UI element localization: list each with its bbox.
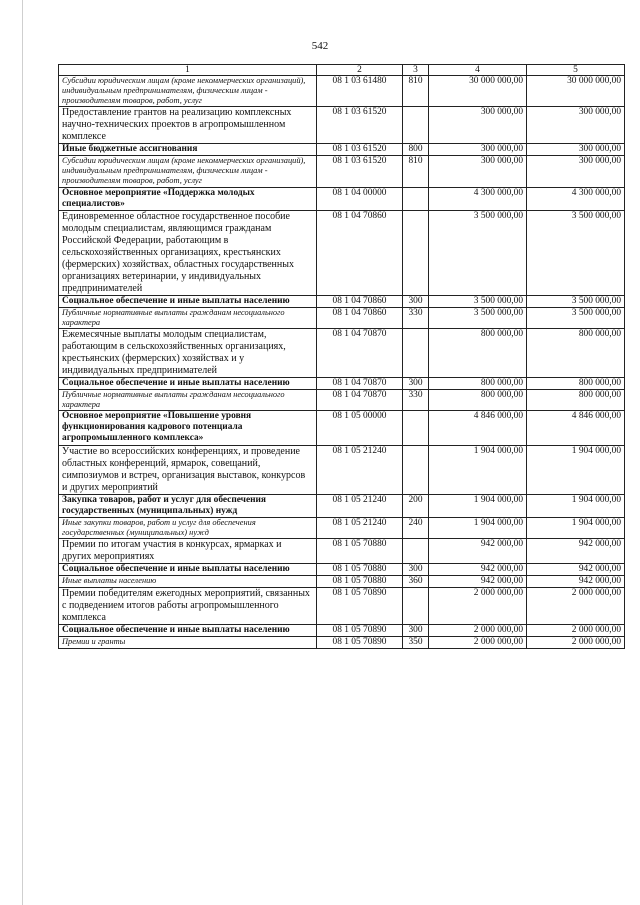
target-code-cell: 08 1 03 61520 bbox=[317, 156, 403, 187]
column-header: 3 bbox=[403, 65, 429, 76]
target-code-cell: 08 1 03 61520 bbox=[317, 107, 403, 144]
amount-year1-cell: 3 500 000,00 bbox=[429, 295, 527, 307]
table-row bbox=[59, 445, 625, 494]
row-name-cell: Основное мероприятие «Поддержка молодых специалистов» bbox=[59, 187, 317, 210]
amount-year2-cell: 1 904 000,00 bbox=[527, 517, 625, 538]
expense-type-cell: 810 bbox=[403, 76, 429, 107]
row-name-cell: Публичные нормативные выплаты гражданам несоциального характера bbox=[59, 390, 317, 411]
amount-year2-cell: 300 000,00 bbox=[527, 107, 625, 144]
amount-year1-cell: 942 000,00 bbox=[429, 538, 527, 563]
row-name-cell: Единовременное областное государственное пособие молодым специалистам, являющимся гражданам Российской Федерации, работающим в сельскохозяйственных организациях, крестьянских (фермерских) хозяйствах, областных государственных организациях ветеринарии, у индивидуальных предпринимателей bbox=[59, 210, 317, 295]
row-name-cell: Публичные нормативные выплаты гражданам несоциального характера bbox=[59, 307, 317, 328]
amount-year1-cell: 3 500 000,00 bbox=[429, 307, 527, 328]
amount-year1-cell: 4 300 000,00 bbox=[429, 187, 527, 210]
expense-type-cell: 360 bbox=[403, 575, 429, 587]
amount-year2-cell: 942 000,00 bbox=[527, 575, 625, 587]
amount-year2-cell: 2 000 000,00 bbox=[527, 588, 625, 625]
target-code-cell: 08 1 04 70870 bbox=[317, 378, 403, 390]
row-name-cell: Закупка товаров, работ и услуг для обеспечения государственных (муниципальных) нужд bbox=[59, 494, 317, 517]
amount-year1-cell: 942 000,00 bbox=[429, 575, 527, 587]
amount-year1-cell: 2 000 000,00 bbox=[429, 625, 527, 637]
amount-year1-cell: 800 000,00 bbox=[429, 378, 527, 390]
table-row bbox=[59, 517, 625, 538]
column-header: 2 bbox=[317, 65, 403, 76]
amount-year2-cell: 942 000,00 bbox=[527, 538, 625, 563]
expense-type-cell: 240 bbox=[403, 517, 429, 538]
expense-type-cell: 810 bbox=[403, 156, 429, 187]
amount-year2-cell: 800 000,00 bbox=[527, 329, 625, 378]
target-code-cell: 08 1 04 70870 bbox=[317, 390, 403, 411]
amount-year1-cell: 1 904 000,00 bbox=[429, 445, 527, 494]
row-name-cell: Социальное обеспечение и иные выплаты населению bbox=[59, 563, 317, 575]
amount-year2-cell: 2 000 000,00 bbox=[527, 625, 625, 637]
row-name-cell: Премии по итогам участия в конкурсах, ярмарках и других мероприятиях bbox=[59, 538, 317, 563]
amount-year2-cell: 1 904 000,00 bbox=[527, 445, 625, 494]
amount-year1-cell: 2 000 000,00 bbox=[429, 637, 527, 649]
expense-type-cell bbox=[403, 445, 429, 494]
target-code-cell: 08 1 05 70880 bbox=[317, 563, 403, 575]
expense-type-cell bbox=[403, 538, 429, 563]
row-name-cell: Предоставление грантов на реализацию комплексных научно-технических проектов в агропромышленном комплексе bbox=[59, 107, 317, 144]
table-row bbox=[59, 144, 625, 156]
expense-type-cell: 800 bbox=[403, 144, 429, 156]
expense-type-cell: 200 bbox=[403, 494, 429, 517]
target-code-cell: 08 1 04 70870 bbox=[317, 329, 403, 378]
table-row bbox=[59, 563, 625, 575]
row-name-cell: Иные бюджетные ассигнования bbox=[59, 144, 317, 156]
amount-year2-cell: 4 846 000,00 bbox=[527, 411, 625, 445]
amount-year2-cell: 942 000,00 bbox=[527, 563, 625, 575]
table-row bbox=[59, 210, 625, 295]
table-row bbox=[59, 411, 625, 445]
table-row bbox=[59, 390, 625, 411]
target-code-cell: 08 1 04 70860 bbox=[317, 295, 403, 307]
target-code-cell: 08 1 04 70860 bbox=[317, 307, 403, 328]
expense-type-cell: 350 bbox=[403, 637, 429, 649]
table-row bbox=[59, 156, 625, 187]
row-name-cell: Субсидии юридическим лицам (кроме некоммерческих организаций), индивидуальным предпринимателям, физическим лицам - производителям товаров, работ, услуг bbox=[59, 76, 317, 107]
target-code-cell: 08 1 04 70860 bbox=[317, 210, 403, 295]
row-name-cell: Социальное обеспечение и иные выплаты населению bbox=[59, 295, 317, 307]
expense-type-cell bbox=[403, 107, 429, 144]
row-name-cell: Ежемесячные выплаты молодым специалистам, работающим в сельскохозяйственных организациях, крестьянских (фермерских) хозяйствах и у индивидуальных предпринимателей bbox=[59, 329, 317, 378]
column-header: 4 bbox=[429, 65, 527, 76]
table-row bbox=[59, 494, 625, 517]
column-header: 1 bbox=[59, 65, 317, 76]
amount-year2-cell: 4 300 000,00 bbox=[527, 187, 625, 210]
amount-year1-cell: 3 500 000,00 bbox=[429, 210, 527, 295]
amount-year1-cell: 4 846 000,00 bbox=[429, 411, 527, 445]
amount-year1-cell: 942 000,00 bbox=[429, 563, 527, 575]
table-row bbox=[59, 107, 625, 144]
target-code-cell: 08 1 05 70890 bbox=[317, 588, 403, 625]
row-name-cell: Премии и гранты bbox=[59, 637, 317, 649]
amount-year2-cell: 300 000,00 bbox=[527, 156, 625, 187]
table-row bbox=[59, 307, 625, 328]
page-number: 542 bbox=[311, 40, 329, 52]
target-code-cell: 08 1 05 70890 bbox=[317, 637, 403, 649]
expense-type-cell: 330 bbox=[403, 390, 429, 411]
amount-year2-cell: 2 000 000,00 bbox=[527, 637, 625, 649]
row-name-cell: Премии победителям ежегодных мероприятий, связанных с подведением итогов работы агропромышленного комплекса bbox=[59, 588, 317, 625]
table-header-row bbox=[59, 65, 625, 76]
expense-type-cell: 300 bbox=[403, 378, 429, 390]
amount-year2-cell: 3 500 000,00 bbox=[527, 307, 625, 328]
expense-type-cell bbox=[403, 329, 429, 378]
target-code-cell: 08 1 05 00000 bbox=[317, 411, 403, 445]
target-code-cell: 08 1 05 70890 bbox=[317, 625, 403, 637]
table-row bbox=[59, 637, 625, 649]
amount-year2-cell: 3 500 000,00 bbox=[527, 210, 625, 295]
row-name-cell: Социальное обеспечение и иные выплаты населению bbox=[59, 378, 317, 390]
target-code-cell: 08 1 05 21240 bbox=[317, 494, 403, 517]
amount-year1-cell: 300 000,00 bbox=[429, 144, 527, 156]
target-code-cell: 08 1 05 70880 bbox=[317, 575, 403, 587]
expense-type-cell bbox=[403, 411, 429, 445]
table-row bbox=[59, 575, 625, 587]
target-code-cell: 08 1 05 21240 bbox=[317, 517, 403, 538]
amount-year1-cell: 300 000,00 bbox=[429, 156, 527, 187]
amount-year1-cell: 800 000,00 bbox=[429, 390, 527, 411]
target-code-cell: 08 1 05 21240 bbox=[317, 445, 403, 494]
row-name-cell: Социальное обеспечение и иные выплаты населению bbox=[59, 625, 317, 637]
target-code-cell: 08 1 03 61480 bbox=[317, 76, 403, 107]
table-body bbox=[59, 76, 625, 649]
column-header: 5 bbox=[527, 65, 625, 76]
page-edge-line bbox=[22, 0, 23, 905]
row-name-cell: Иные выплаты населению bbox=[59, 575, 317, 587]
amount-year2-cell: 3 500 000,00 bbox=[527, 295, 625, 307]
amount-year1-cell: 1 904 000,00 bbox=[429, 517, 527, 538]
table-row bbox=[59, 329, 625, 378]
expense-type-cell: 300 bbox=[403, 625, 429, 637]
expense-type-cell: 300 bbox=[403, 563, 429, 575]
target-code-cell: 08 1 05 70880 bbox=[317, 538, 403, 563]
row-name-cell: Основное мероприятие «Повышение уровня функционирования кадрового потенциала агропромышленного комплекса» bbox=[59, 411, 317, 445]
amount-year1-cell: 1 904 000,00 bbox=[429, 494, 527, 517]
table-row bbox=[59, 538, 625, 563]
expense-type-cell: 330 bbox=[403, 307, 429, 328]
amount-year1-cell: 300 000,00 bbox=[429, 107, 527, 144]
row-name-cell: Участие во всероссийских конференциях, и проведение областных конференций, ярмарок, совещаний, симпозиумов и встреч, организация выставок, конкурсов и других мероприятий bbox=[59, 445, 317, 494]
table-row bbox=[59, 378, 625, 390]
table-row bbox=[59, 588, 625, 625]
table-row bbox=[59, 76, 625, 107]
table-row bbox=[59, 187, 625, 210]
target-code-cell: 08 1 03 61520 bbox=[317, 144, 403, 156]
amount-year2-cell: 800 000,00 bbox=[527, 390, 625, 411]
amount-year1-cell: 30 000 000,00 bbox=[429, 76, 527, 107]
amount-year2-cell: 800 000,00 bbox=[527, 378, 625, 390]
amount-year1-cell: 800 000,00 bbox=[429, 329, 527, 378]
target-code-cell: 08 1 04 00000 bbox=[317, 187, 403, 210]
expense-type-cell bbox=[403, 588, 429, 625]
row-name-cell: Иные закупки товаров, работ и услуг для обеспечения государственных (муниципальных) нужд bbox=[59, 517, 317, 538]
expense-type-cell: 300 bbox=[403, 295, 429, 307]
amount-year1-cell: 2 000 000,00 bbox=[429, 588, 527, 625]
expense-type-cell bbox=[403, 210, 429, 295]
amount-year2-cell: 30 000 000,00 bbox=[527, 76, 625, 107]
amount-year2-cell: 300 000,00 bbox=[527, 144, 625, 156]
table-row bbox=[59, 295, 625, 307]
expense-type-cell bbox=[403, 187, 429, 210]
amount-year2-cell: 1 904 000,00 bbox=[527, 494, 625, 517]
budget-table bbox=[58, 64, 625, 649]
table-row bbox=[59, 625, 625, 637]
row-name-cell: Субсидии юридическим лицам (кроме некоммерческих организаций), индивидуальным предпринимателям, физическим лицам - производителям товаров, работ, услуг bbox=[59, 156, 317, 187]
